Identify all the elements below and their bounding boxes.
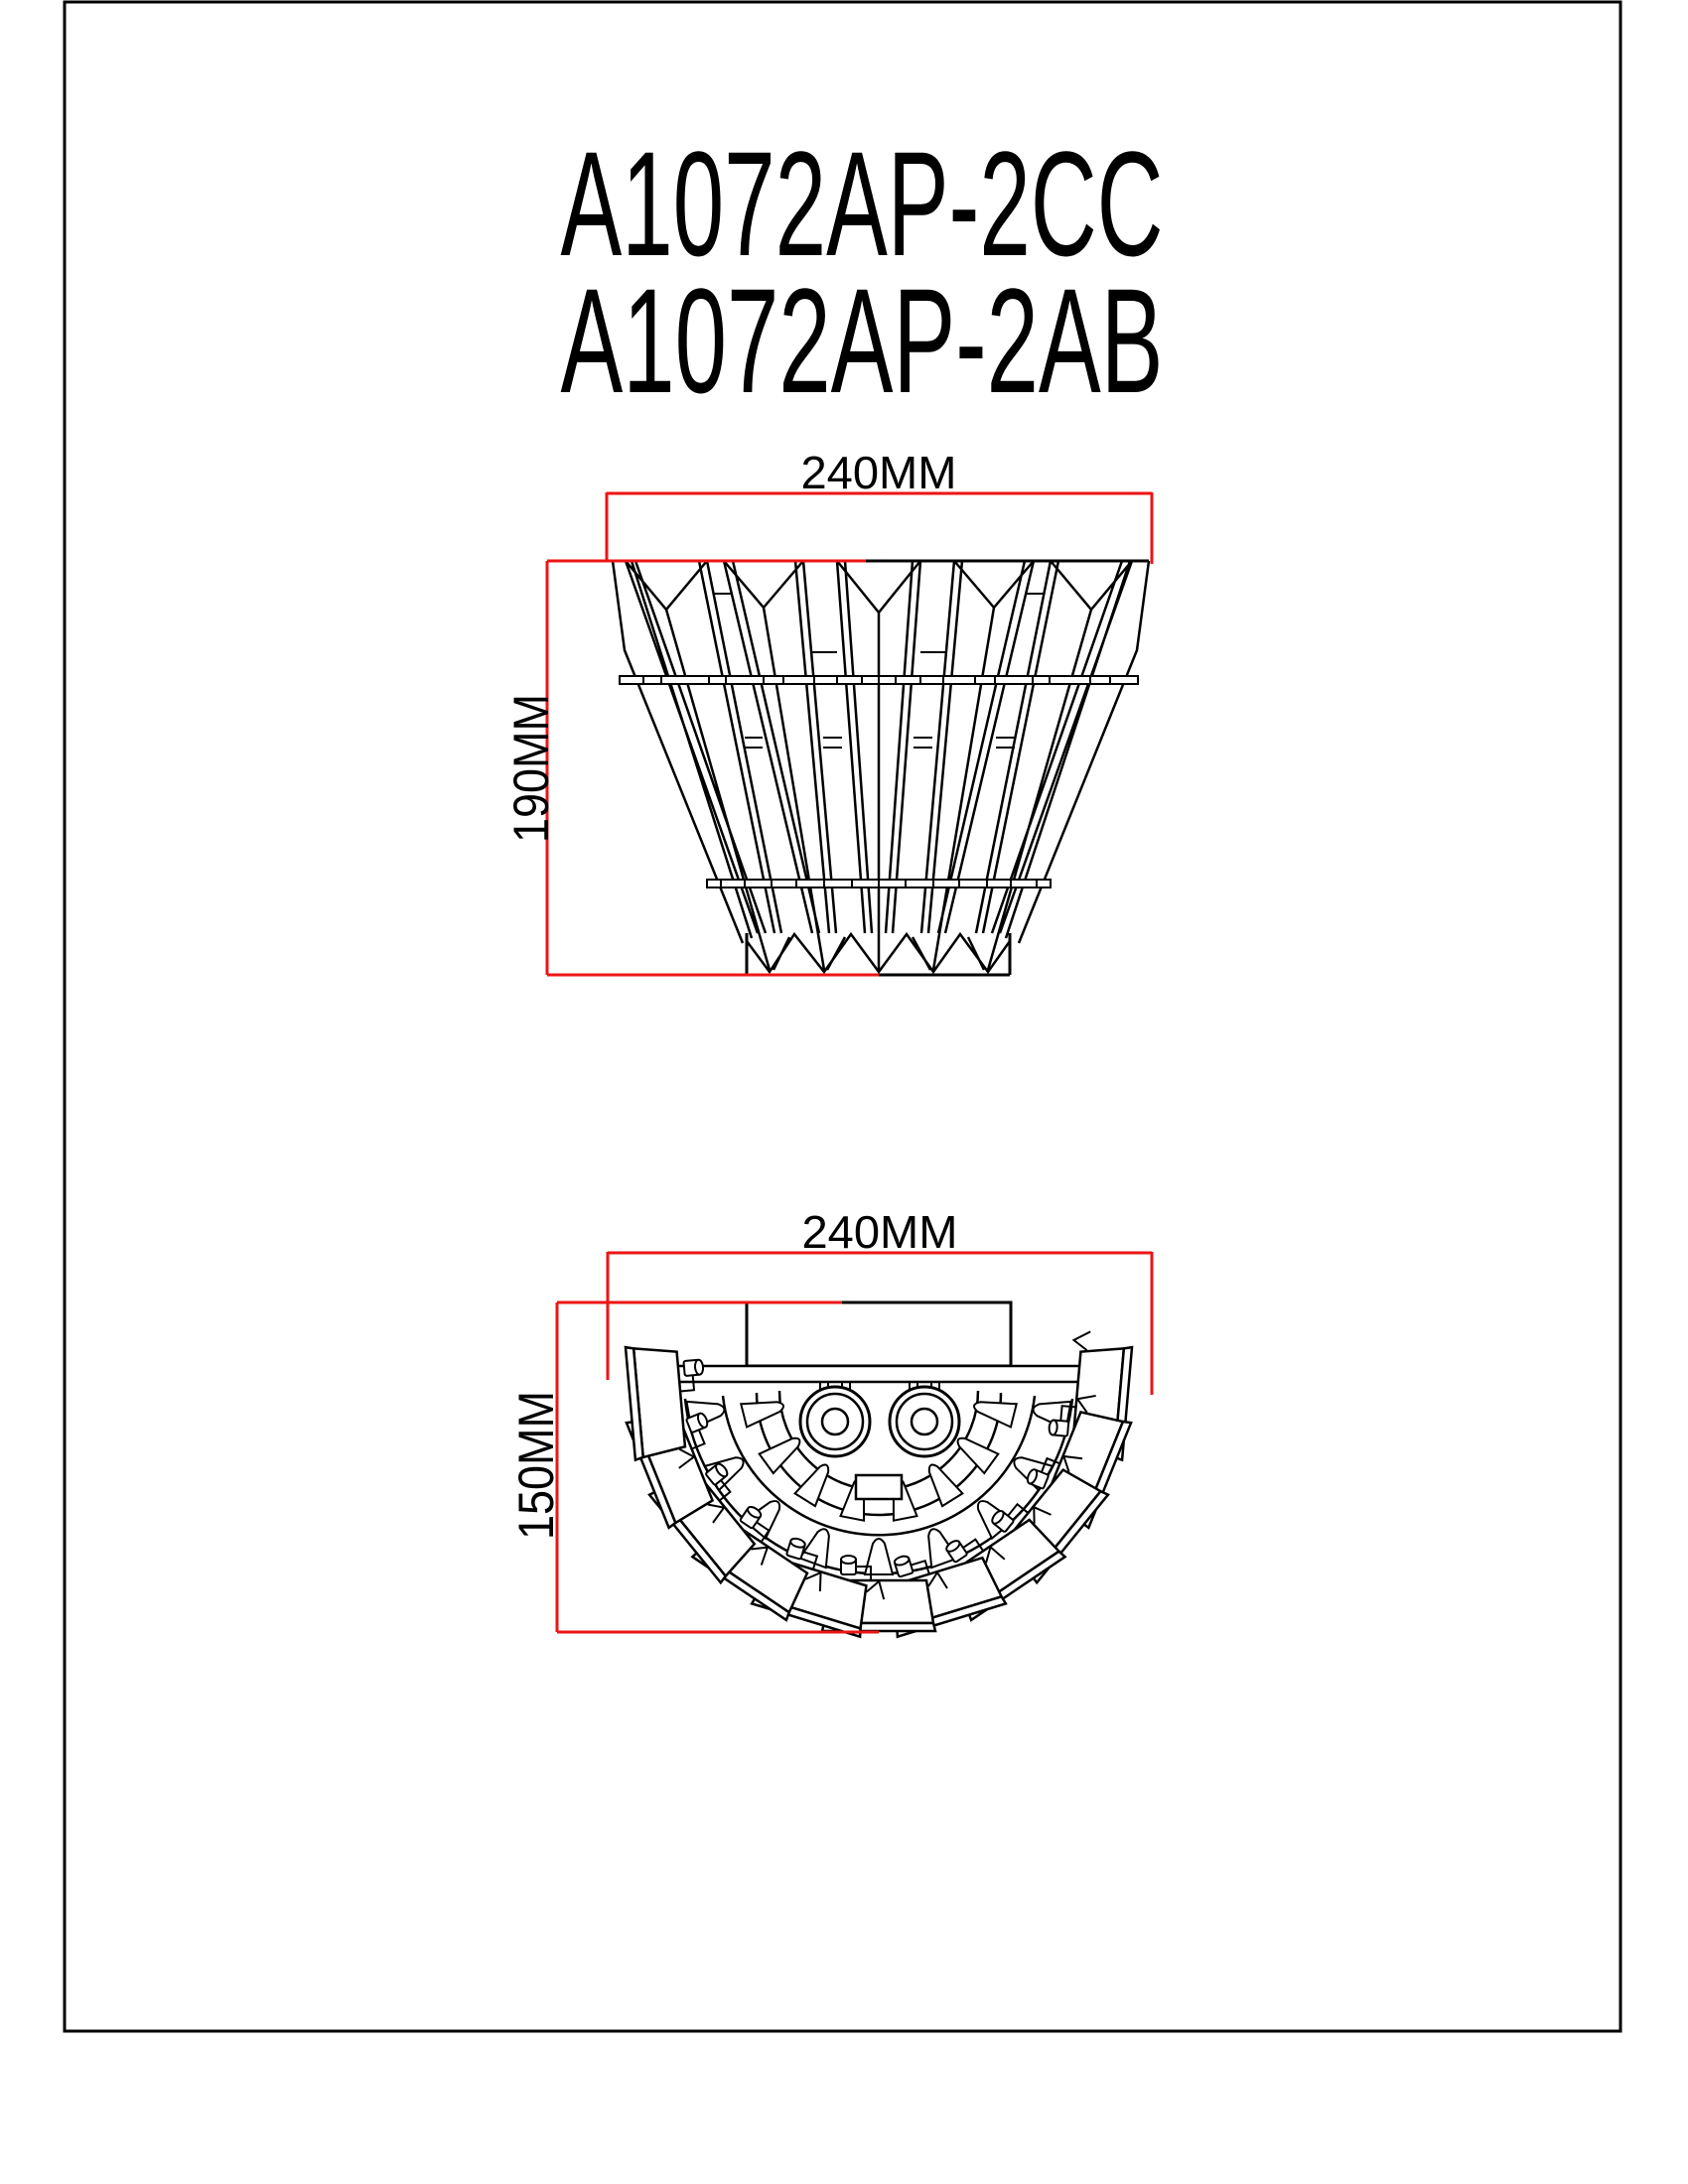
model-number-line1: A1072AP-2CC <box>560 120 1164 287</box>
bottom-width-label: 240MM <box>801 1206 958 1258</box>
inner-arc-tab <box>856 1475 902 1499</box>
front-width-label: 240MM <box>800 447 957 498</box>
lamp-socket-right <box>890 1387 959 1456</box>
front-height-label: 190MM <box>503 677 559 843</box>
title-block <box>561 120 1164 424</box>
model-number-line2: A1072AP-2AB <box>560 257 1164 424</box>
bottom-depth-label: 150MM <box>508 1374 564 1540</box>
lamp-socket-left <box>800 1387 870 1456</box>
wall-mount-plate <box>747 1302 1011 1366</box>
back-bar <box>647 1366 1113 1382</box>
